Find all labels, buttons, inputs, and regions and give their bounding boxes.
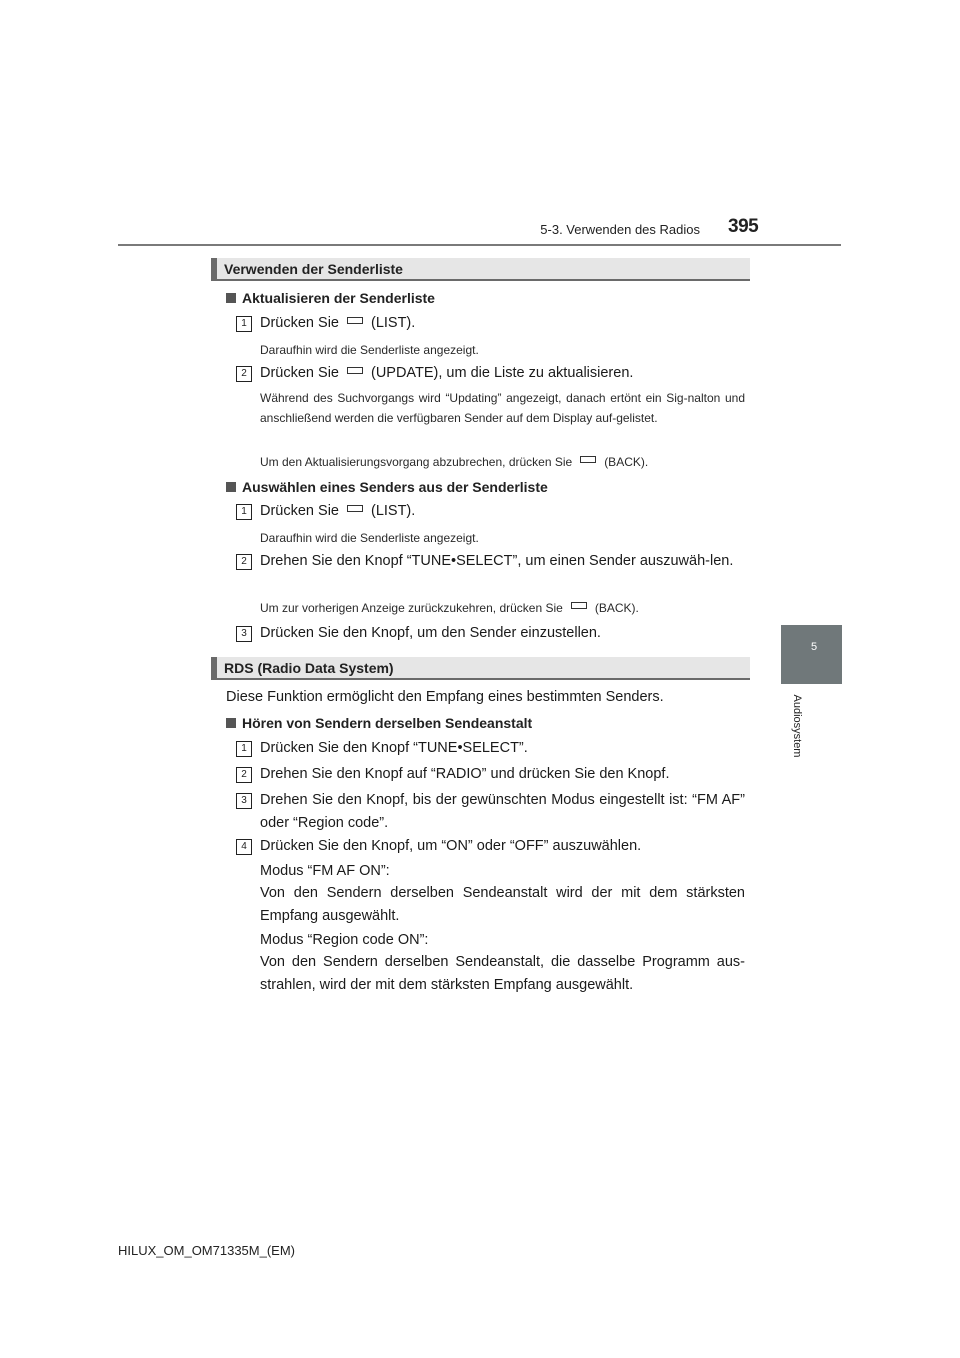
step-text: Drücken Sie (LIST). <box>260 503 416 519</box>
step-number: 1 <box>236 741 252 757</box>
button-icon <box>347 317 363 324</box>
step-text: Drehen Sie den Knopf, bis der gewünschten Modus eingestellt ist: “FM AF” oder “Region code”. <box>260 792 745 831</box>
step-text: Drehen Sie den Knopf “TUNE•SELECT”, um einen Sender auszuwäh-len. <box>260 553 734 569</box>
step-note: Daraufhin wird die Senderliste angezeigt. <box>260 343 479 357</box>
square-bullet-icon <box>226 293 236 303</box>
section-heading-rds <box>211 657 750 680</box>
section-title: 5-3. Verwenden des Radios <box>540 222 700 237</box>
chapter-tab <box>781 625 842 684</box>
step-number: 3 <box>236 626 252 642</box>
step-note: Um zur vorherigen Anzeige zurückzukehren, drücken Sie (BACK). <box>260 601 639 615</box>
step-text: Drücken Sie den Knopf “TUNE•SELECT”. <box>260 740 528 756</box>
step-text: Drücken Sie (UPDATE), um die Liste zu aktualisieren. <box>260 365 634 381</box>
step-number: 2 <box>236 366 252 382</box>
step-number: 1 <box>236 504 252 520</box>
step-text: Drehen Sie den Knopf auf “RADIO” und drücken Sie den Knopf. <box>260 766 670 782</box>
square-bullet-icon <box>226 718 236 728</box>
mode-title: Modus “FM AF ON”: <box>260 863 390 879</box>
step-text: Drücken Sie (LIST). <box>260 315 416 331</box>
subheading-auswaehlen: Auswählen eines Senders aus der Senderliste <box>226 479 548 495</box>
step-number: 4 <box>236 839 252 855</box>
step-note: Daraufhin wird die Senderliste angezeigt. <box>260 531 479 545</box>
step-number: 2 <box>236 767 252 783</box>
button-icon <box>571 602 587 609</box>
step-number: 1 <box>236 316 252 332</box>
subheading-aktualisieren: Aktualisieren der Senderliste <box>226 290 435 306</box>
section-heading-senderliste <box>211 258 750 281</box>
chapter-label <box>787 690 807 770</box>
button-icon <box>347 367 363 374</box>
mode-text: Von den Sendern derselben Sendeanstalt wird der mit dem stärksten Empfang ausgewählt. <box>260 885 745 924</box>
section-heading-text: Verwenden der Senderliste <box>224 261 403 277</box>
subheading-sendeanstalt: Hören von Sendern derselben Sendeanstalt <box>226 715 532 731</box>
button-icon <box>347 505 363 512</box>
section-heading-text: RDS (Radio Data System) <box>224 660 394 676</box>
square-bullet-icon <box>226 482 236 492</box>
doc-code: HILUX_OM_OM71335M_(EM) <box>118 1243 295 1258</box>
step-number: 2 <box>236 554 252 570</box>
step-text: Drücken Sie den Knopf, um “ON” oder “OFF” auszuwählen. <box>260 838 642 854</box>
header-rule <box>118 244 841 246</box>
button-icon <box>580 456 596 463</box>
mode-title: Modus “Region code ON”: <box>260 932 429 948</box>
page-number: 395 <box>728 216 759 237</box>
step-note: Während des Suchvorgangs wird “Updating” angezeigt, danach ertönt ein Sig-nalton und anschließend werden die verfügbaren Sender auf dem Display auf-gelistet. <box>260 391 745 425</box>
chapter-number: 5 <box>811 641 818 653</box>
step-note: Um den Aktualisierungsvorgang abzubrechen, drücken Sie (BACK). <box>260 455 649 469</box>
step-text: Drücken Sie den Knopf, um den Sender einzustellen. <box>260 625 601 641</box>
section-intro: Diese Funktion ermöglicht den Empfang eines bestimmten Senders. <box>226 689 664 705</box>
step-number: 3 <box>236 793 252 809</box>
mode-text: Von den Sendern derselben Sendeanstalt, die dasselbe Programm aus-strahlen, wird der mit dem stärksten Empfang ausgewählt. <box>260 954 745 993</box>
chapter-label-text: Audiosystem <box>791 694 803 758</box>
